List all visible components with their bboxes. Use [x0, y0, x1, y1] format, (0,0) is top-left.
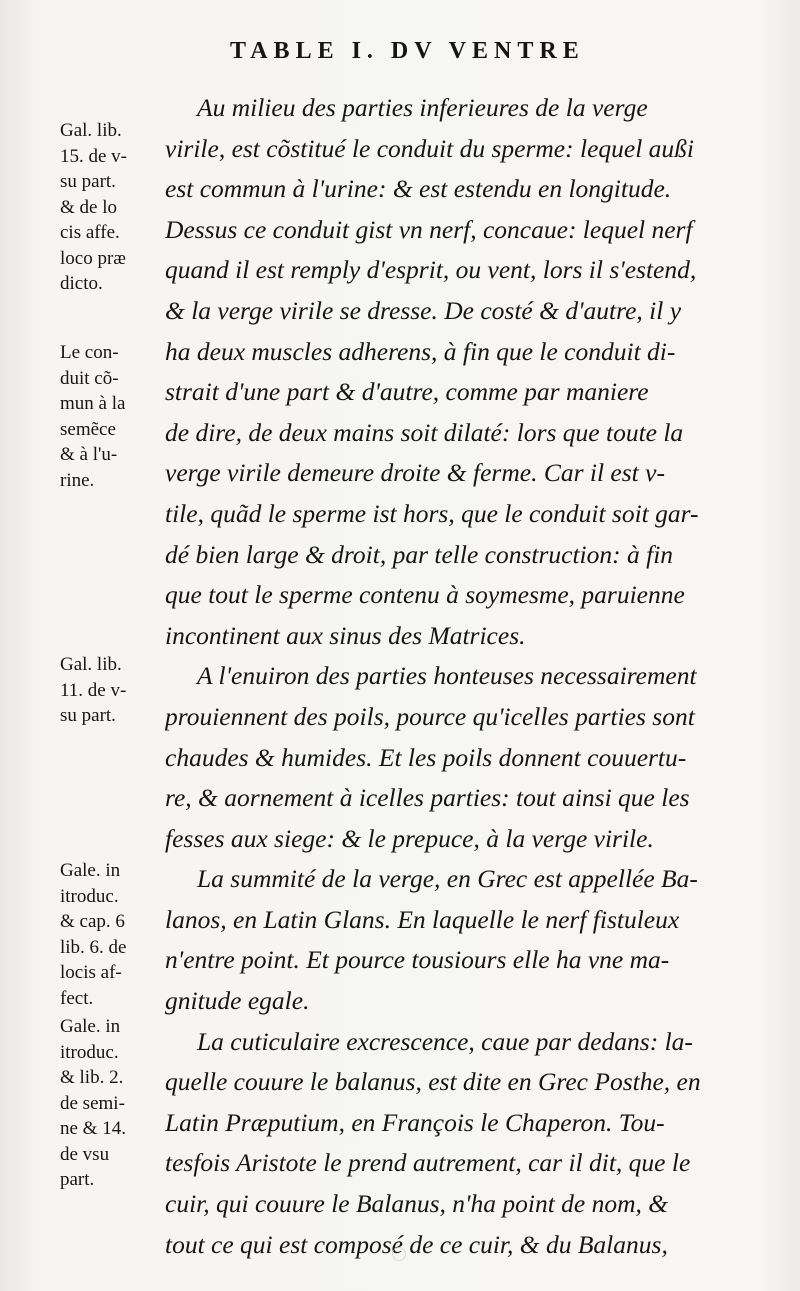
margin-note-line: cis affe. — [60, 222, 120, 243]
text-line: tesfois Aristote le prend autrement, car il dit, que le — [165, 1148, 691, 1178]
margin-note-line: & à l'u- — [60, 444, 118, 465]
text-line: tout ce qui est composé de ce cuir, & du Balanus, — [165, 1229, 668, 1259]
margin-note-line: de vsu — [60, 1143, 110, 1165]
text-line: verge virile demeure droite & ferme. Car il est v- — [165, 458, 665, 488]
text-line: strait d'une part & d'autre, comme par maniere — [165, 377, 649, 407]
margin-note-line: part. — [60, 1169, 95, 1190]
text-line: est commun à l'urine: & est estendu en longitude. — [165, 174, 672, 204]
margin-note-line: semẽce — [60, 418, 116, 440]
margin-note-line: duit cõ- — [60, 367, 119, 389]
margin-note-line: & lib. 2. — [60, 1067, 124, 1088]
margin-note-line: Gale. in — [60, 860, 121, 881]
text-line: chaudes & humides. Et les poils donnent couuertu- — [165, 742, 687, 772]
text-line: n'entre point. Et pource tousiours elle ha vne ma- — [165, 945, 670, 975]
text-line: re, & aornement à icelles parties: tout ainsi que les — [165, 783, 690, 813]
main-text-body — [165, 88, 790, 1265]
paragraph — [165, 1022, 790, 1266]
margin-note-line: locis af- — [60, 962, 122, 983]
running-head: TABLE I. DV VENTRE — [230, 38, 585, 64]
margin-note-line: rine. — [60, 469, 95, 491]
text-line: dé bien large & droit, par telle construction: à fin — [165, 539, 674, 569]
margin-note-line: fect. — [60, 987, 94, 1009]
text-line: fesses aux siege: & le prepuce, à la verge virile. — [165, 823, 654, 853]
margin-note-line: su part. — [60, 171, 116, 192]
text-line: quand il est remply d'esprit, ou vent, lors il s'estend, — [165, 255, 697, 285]
text-line: tile, quãd le sperme ist hors, que le conduit soit gar- — [165, 498, 699, 528]
margin-note-line: Gal. lib. — [60, 120, 122, 141]
margin-note — [60, 118, 170, 297]
text-line: Dessus ce conduit gist vn nerf, concaue: lequel nerf — [165, 214, 693, 244]
margin-note-line: ne & 14. — [60, 1118, 126, 1139]
paragraph — [165, 656, 790, 859]
text-line: gnitude egale. — [165, 986, 310, 1016]
text-line: virile, est cõstitué le conduit du sperme: lequel außi — [165, 133, 695, 163]
text-line: Au milieu des parties inferieures de la verge — [197, 93, 648, 122]
text-line: ha deux muscles adherens, à fin que le conduit di- — [165, 336, 676, 366]
margin-note-line: 15. de v- — [60, 145, 128, 167]
text-line: & la verge virile se dresse. De costé & d'autre, il y — [165, 295, 682, 325]
margin-note-line: loco præ — [60, 247, 126, 269]
text-line: La cuticulaire excrescence, caue par dedans: la- — [197, 1026, 693, 1056]
margin-note-line: lib. 6. de — [60, 936, 127, 958]
text-line: incontinent aux sinus des Matrices. — [165, 620, 526, 650]
margin-note-line: itroduc. — [60, 885, 119, 907]
margin-note-line: & de lo — [60, 196, 117, 218]
text-line: de dire, de deux mains soit dilaté: lors que toute la — [165, 417, 684, 447]
margin-note-line: Gale. in — [60, 1016, 121, 1037]
margin-note — [60, 858, 170, 1011]
paragraph — [165, 88, 790, 656]
margin-note-line: mun à la — [60, 393, 126, 414]
page-blemish — [392, 1247, 406, 1261]
margin-note-line: de semi- — [60, 1092, 125, 1114]
text-line: quelle couure le balanus, est dite en Grec Posthe, en — [165, 1067, 701, 1097]
margin-note-line: su part. — [60, 705, 116, 726]
margin-note-line: itroduc. — [60, 1041, 119, 1063]
text-line: A l'enuiron des parties honteuses necessairement — [197, 661, 697, 691]
margin-note-line: & cap. 6 — [60, 911, 125, 932]
margin-note-line: Le con- — [60, 342, 119, 363]
text-line: Latin Præputium, en François le Chaperon. Tou- — [165, 1107, 665, 1137]
margin-note — [60, 652, 170, 729]
margin-note-line: dicto. — [60, 273, 103, 294]
margin-note-line: Gal. lib. — [60, 654, 122, 675]
paragraph — [165, 859, 790, 1021]
margin-note-line: 11. de v- — [60, 679, 127, 701]
text-line: La summité de la verge, en Grec est appellée Ba- — [197, 864, 698, 894]
margin-note — [60, 1014, 170, 1193]
margin-note — [60, 340, 170, 493]
text-line: prouiennent des poils, pource qu'icelles parties sont — [165, 701, 695, 731]
text-line: lanos, en Latin Glans. En laquelle le nerf fistuleux — [165, 904, 680, 934]
text-line: que tout le sperme contenu à soymesme, paruienne — [165, 580, 685, 610]
text-line: cuir, qui couure le Balanus, n'ha point de nom, & — [165, 1189, 669, 1219]
